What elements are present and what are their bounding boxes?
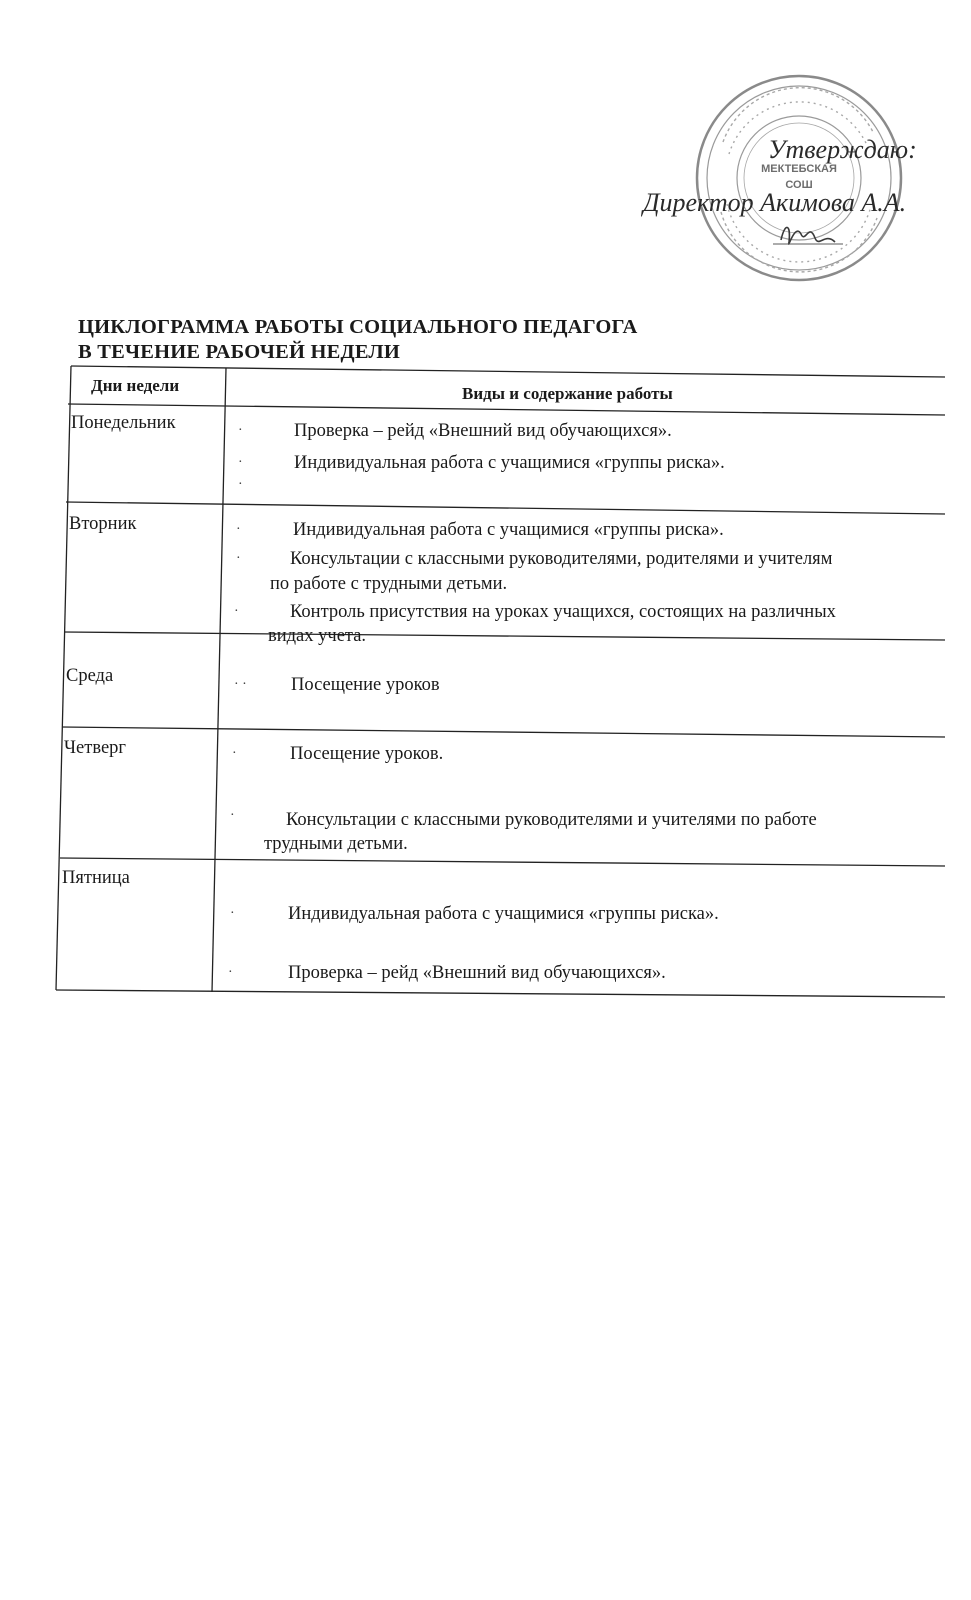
day-friday: Пятница [62,868,130,888]
list-item: Проверка – рейд «Внешний вид обучающихся». [294,421,672,441]
bullet: · [236,522,241,537]
list-item: Индивидуальная работа с учащимися «группы риска». [293,520,724,540]
approval-director: Директор Акимова А.А. [643,188,907,217]
bullet: · [238,455,243,470]
bullet: · [238,423,243,438]
day-tuesday: Вторник [69,514,137,534]
list-item: Проверка – рейд «Внешний вид обучающихся». [288,963,666,983]
bullet: · [234,604,239,619]
day-wednesday: Среда [66,666,114,686]
day-thursday: Четверг [64,738,126,758]
approval-title: Утверждаю: [768,135,917,164]
document-title-line1: ЦИКЛОГРАММА РАБОТЫ СОЦИАЛЬНОГО ПЕДАГОГА [78,316,638,338]
list-item-continuation: по работе с трудными детьми. [270,574,508,594]
list-item: Консультации с классными руководителями и учителями по работе [286,810,817,830]
bullet: · · [234,677,247,692]
list-item: Посещение уроков. [290,744,444,764]
bullet: · [238,477,243,492]
list-item: Индивидуальная работа с учащимися «группы риска». [288,904,719,924]
document-title-line2: В ТЕЧЕНИЕ РАБОЧЕЙ НЕДЕЛИ [78,341,401,363]
list-item: Консультации с классными руководителями, родителями и учителям [290,549,833,569]
list-item: Контроль присутствия на уроках учащихся, состоящих на различных [290,602,836,622]
header-days: Дни недели [91,376,180,395]
list-item-continuation: видах учета. [268,626,367,646]
svg-text:МЕКТЕБСКАЯ: МЕКТЕБСКАЯ [761,163,837,175]
list-item: Посещение уроков [291,675,440,695]
day-monday: Понедельник [71,413,176,433]
bullet: · [230,808,235,823]
bullet: · [230,906,235,921]
bullet: · [228,965,233,980]
bullet: · [236,551,241,566]
svg-text:СОШ: СОШ [785,179,813,191]
header-work: Виды и содержание работы [462,384,673,403]
list-item-continuation: трудными детьми. [264,834,408,854]
bullet: · [232,746,237,761]
list-item: Индивидуальная работа с учащимися «группы риска». [294,453,725,473]
